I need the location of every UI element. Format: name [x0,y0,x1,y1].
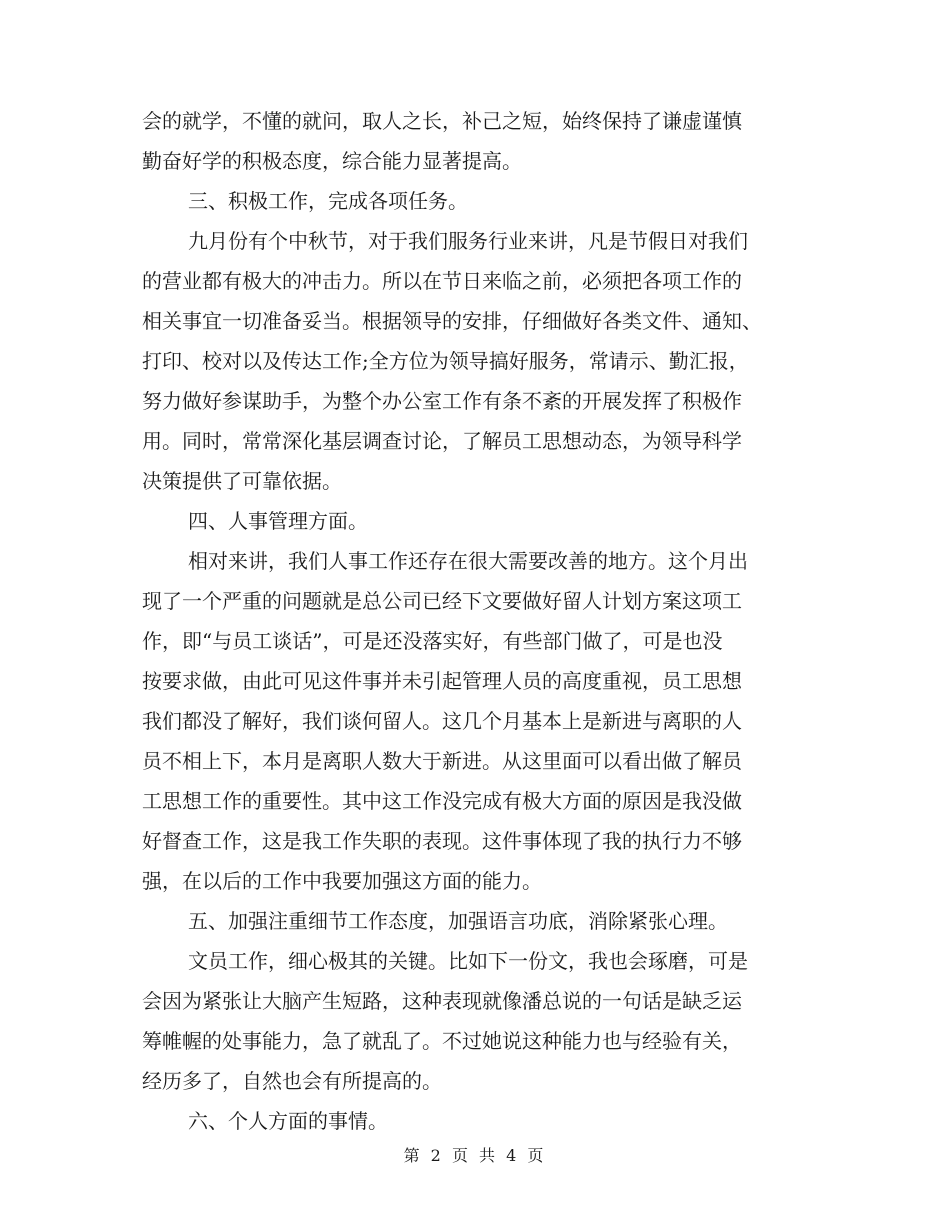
text-line: 筹帷幄的处事能力，急了就乱了。不过她说这种能力也与经验有关， [142,1029,742,1053]
text-line: 决策提供了可靠依据。 [142,469,342,493]
text-line: 工思想工作的重要性。其中这工作没完成有极大方面的原因是我没做 [142,789,742,813]
text-line: 相对来讲，我们人事工作还存在很大需要改善的地方。这个月出 [188,549,748,573]
text-line: 好督查工作，这是我工作失职的表现。这件事体现了我的执行力不够 [142,829,742,853]
text-line: 现了一个严重的问题就是总公司已经下文要做好留人计划方案这项工 [142,589,742,613]
text-line: 的营业都有极大的冲击力。所以在节日来临之前，必须把各项工作的 [142,269,742,293]
text-line: 勤奋好学的积极态度，综合能力显著提高。 [142,149,522,173]
text-line: 五、加强注重细节工作态度，加强语言功底，消除紧张心理。 [188,909,728,933]
text-line: 三、积极工作，完成各项任务。 [188,189,468,213]
text-line: 九月份有个中秋节，对于我们服务行业来讲，凡是节假日对我们 [188,229,748,253]
text-line: 强，在以后的工作中我要加强这方面的能力。 [142,869,542,893]
text-line: 会的就学，不懂的就问，取人之长，补己之短，始终保持了谦虚谨慎 [142,109,742,133]
text-line: 经历多了，自然也会有所提高的。 [142,1069,442,1093]
text-line: 四、人事管理方面。 [188,509,368,533]
text-line: 六、个人方面的事情。 [188,1109,388,1133]
text-line: 相关事宜一切准备妥当。根据领导的安排，仔细做好各类文件、通知、 [142,309,762,333]
text-line: 努力做好参谋助手，为整个办公室工作有条不紊的开展发挥了积极作 [142,389,742,413]
text-line: 员不相上下，本月是离职人数大于新进。从这里面可以看出做了解员 [142,749,742,773]
text-line: 文员工作，细心极其的关键。比如下一份文，我也会琢磨，可是 [188,949,748,973]
page-number-footer: 第 2 页 共 4 页 [403,1146,547,1165]
text-line: 会因为紧张让大脑产生短路，这种表现就像潘总说的一句话是缺乏运 [142,989,742,1013]
text-line: 打印、校对以及传达工作;全方位为领导搞好服务，常请示、勤汇报， [142,349,749,373]
text-line: 按要求做，由此可见这件事并未引起管理人员的高度重视，员工思想 [142,669,742,693]
text-line: 用。同时，常常深化基层调查讨论，了解员工思想动态，为领导科学 [142,429,742,453]
document-body [142,101,806,1141]
text-line: 我们都没了解好，我们谈何留人。这几个月基本上是新进与离职的人 [142,709,742,733]
text-line: 作，即“与员工谈话”，可是还没落实好，有些部门做了，可是也没 [142,629,723,653]
